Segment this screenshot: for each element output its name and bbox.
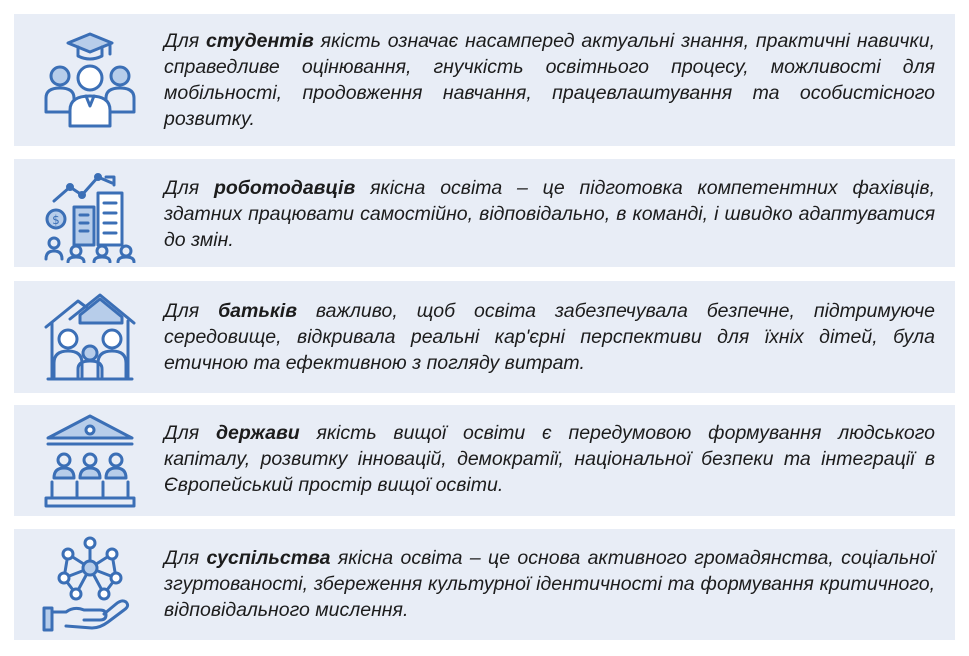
panel-state-body: якість вищої освіти є передумовою формування людського капіталу, розвитку інновацій, демократії, національної безпеки та інтеграції в Європейський простір вищої освіти.: [164, 422, 935, 496]
graduate-students-icon: [40, 30, 140, 130]
panel-employers-body: якісна освіта – це підготовка компетентних фахівців, здатних працювати самостійно, відповідально, в команді, і швидко адаптуватися до змін.: [164, 177, 935, 251]
panel-employers-group: роботодавців: [213, 177, 356, 199]
panel-parents: [14, 281, 955, 393]
panel-employers: [14, 159, 955, 267]
network-hand-icon: [40, 534, 140, 634]
panel-students: [14, 14, 955, 146]
panel-society-prefix: Для: [164, 547, 200, 569]
panel-students-text: [164, 28, 935, 132]
panel-parents-body: важливо, щоб освіта забезпечувала безпечне, підтримуюче середовище, відкривала реальні кар'єрні перспективи для їхніх дітей, була етичною та ефективною з погляду витрат.: [164, 300, 936, 374]
panel-parents-text: [164, 298, 935, 376]
panel-state-prefix: Для: [164, 422, 200, 444]
panel-parents-prefix: Для: [164, 300, 200, 322]
panel-students-prefix: Для: [164, 30, 200, 52]
panel-society-text: [164, 545, 935, 623]
svg-text:$: $: [52, 213, 60, 227]
government-building-icon: [40, 410, 140, 510]
panel-students-body: якість означає насамперед актуальні знання, практичні навички, справедливе оцінювання, гнучкість освітнього процесу, можливості для мобільності, продовження навчання, працевлаштування та особистісного розвитку.: [164, 30, 935, 130]
panel-society: [14, 529, 955, 640]
panel-state-group: держави: [215, 422, 300, 444]
panel-state-text: [164, 420, 935, 498]
panel-society-body: якісна освіта – це основа активного громадянства, соціальної згуртованості, збереження культурної ідентичності та формування критичного, відповідального мислення.: [164, 547, 936, 621]
business-growth-icon: [40, 163, 140, 263]
family-home-icon: [40, 287, 140, 387]
panel-society-group: суспільства: [206, 547, 331, 569]
panel-employers-prefix: Для: [164, 177, 200, 199]
panel-state: [14, 405, 955, 516]
panel-students-group: студентів: [206, 30, 314, 52]
panel-employers-text: [164, 175, 935, 253]
panel-parents-group: батьків: [218, 300, 297, 322]
